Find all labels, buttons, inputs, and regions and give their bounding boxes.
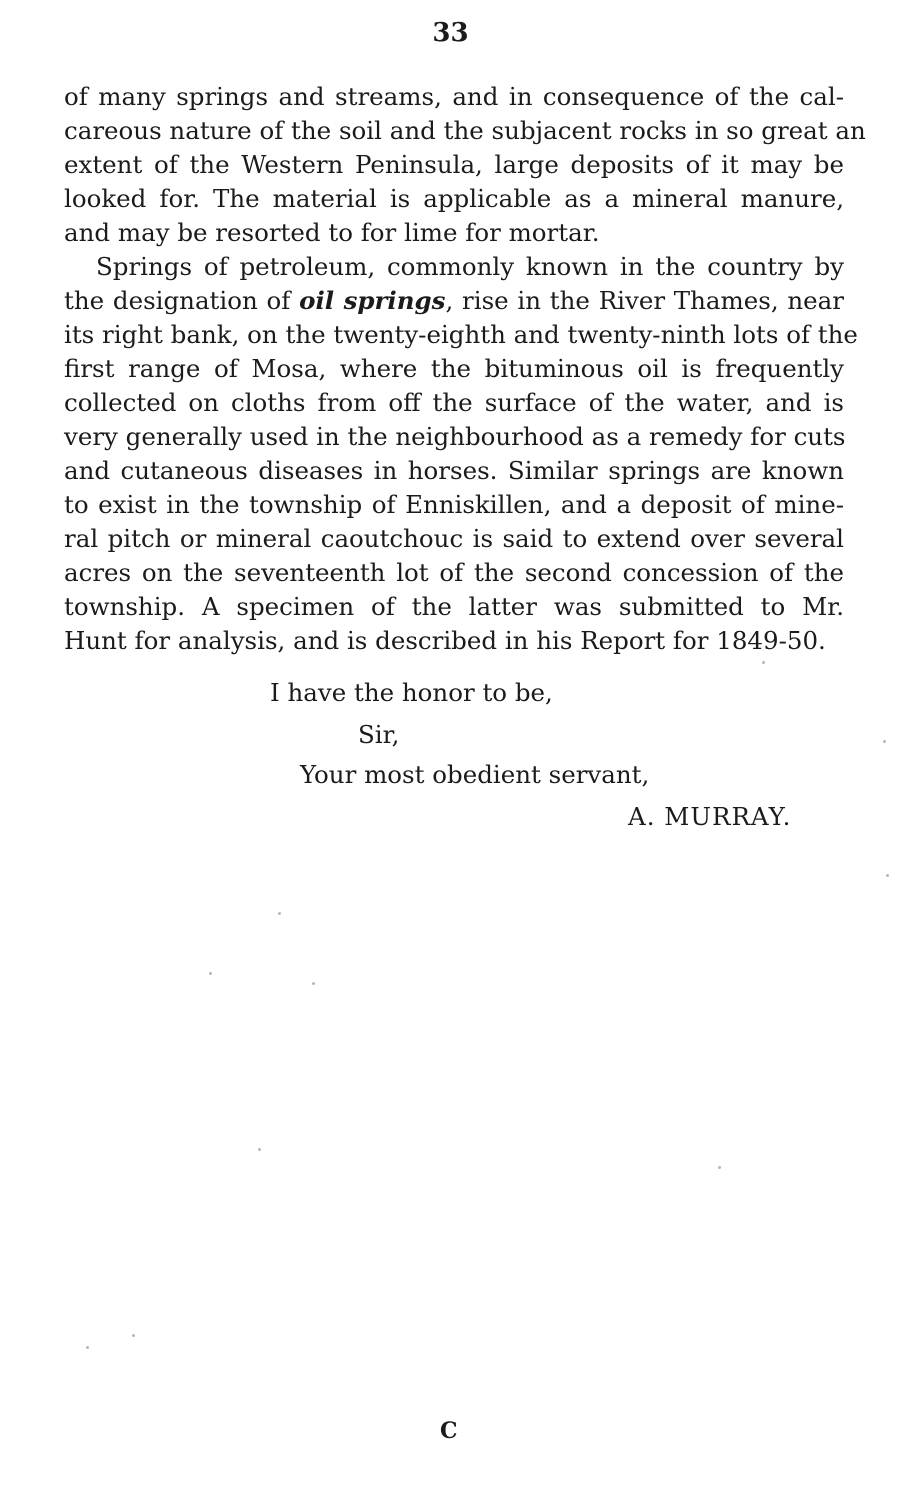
paragraph-2-line: Hunt for analysis, and is described in his Report for 1849-50. xyxy=(64,626,826,655)
paper-speck xyxy=(278,912,281,915)
paper-speck xyxy=(886,874,889,877)
paragraph-1-line: looked for. The material is applicable as a mineral manure, xyxy=(64,184,844,213)
paragraph-2-line: ral pitch or mineral caoutchouc is said to extend over several xyxy=(64,524,844,553)
paragraph-2-line: acres on the seventeenth lot of the second concession of the xyxy=(64,558,844,587)
paper-speck xyxy=(132,1334,135,1337)
paper-speck xyxy=(258,1148,261,1151)
paper-speck xyxy=(883,740,886,743)
paragraph-1-line: extent of the Western Peninsula, large deposits of it may be xyxy=(64,150,844,179)
paragraph-2-line: and cutaneous diseases in horses. Similar springs are known xyxy=(64,456,844,485)
paragraph-2-line: first range of Mosa, where the bituminous oil is frequently xyxy=(64,354,844,383)
oil-springs-emphasis: oil springs xyxy=(299,286,446,315)
paragraph-2-line-with-emphasis xyxy=(64,284,844,318)
paragraph-2-line: its right bank, on the twenty-eighth and twenty-ninth lots of the xyxy=(64,320,858,349)
paragraph-2-line: to exist in the township of Enniskillen, and a deposit of mine- xyxy=(64,490,844,519)
closing-addressee: Sir, xyxy=(358,720,400,749)
paper-speck xyxy=(718,1166,721,1169)
paragraph-1-line: of many springs and streams, and in consequence of the cal- xyxy=(64,82,844,111)
body-text xyxy=(64,80,866,658)
paragraph-1-line: and may be resorted to for lime for mortar. xyxy=(64,218,600,247)
signature-mark: C xyxy=(440,1418,458,1444)
closing-salutation: I have the honor to be, xyxy=(270,678,553,707)
closing-servant: Your most obedient servant, xyxy=(300,760,650,789)
paragraph-2-line: Springs of petroleum, commonly known in the country by xyxy=(96,252,844,281)
paper-speck xyxy=(312,982,315,985)
signature: A. MURRAY. xyxy=(628,802,792,831)
paragraph-1-line: careous nature of the soil and the subjacent rocks in so great an xyxy=(64,116,866,145)
paper-speck xyxy=(86,1346,89,1349)
paper-speck xyxy=(209,972,212,975)
paragraph-2-text: , rise in the River Thames, near xyxy=(445,286,844,315)
page-number: 33 xyxy=(432,18,469,48)
paragraph-2-text: the designation of xyxy=(64,286,300,315)
paragraph-2-line: very generally used in the neighbourhood as a remedy for cuts xyxy=(64,422,846,451)
paper-speck xyxy=(762,661,765,664)
paragraph-2-line: collected on cloths from off the surface of the water, and is xyxy=(64,388,844,417)
paragraph-2-line: township. A specimen of the latter was submitted to Mr. xyxy=(64,592,844,621)
